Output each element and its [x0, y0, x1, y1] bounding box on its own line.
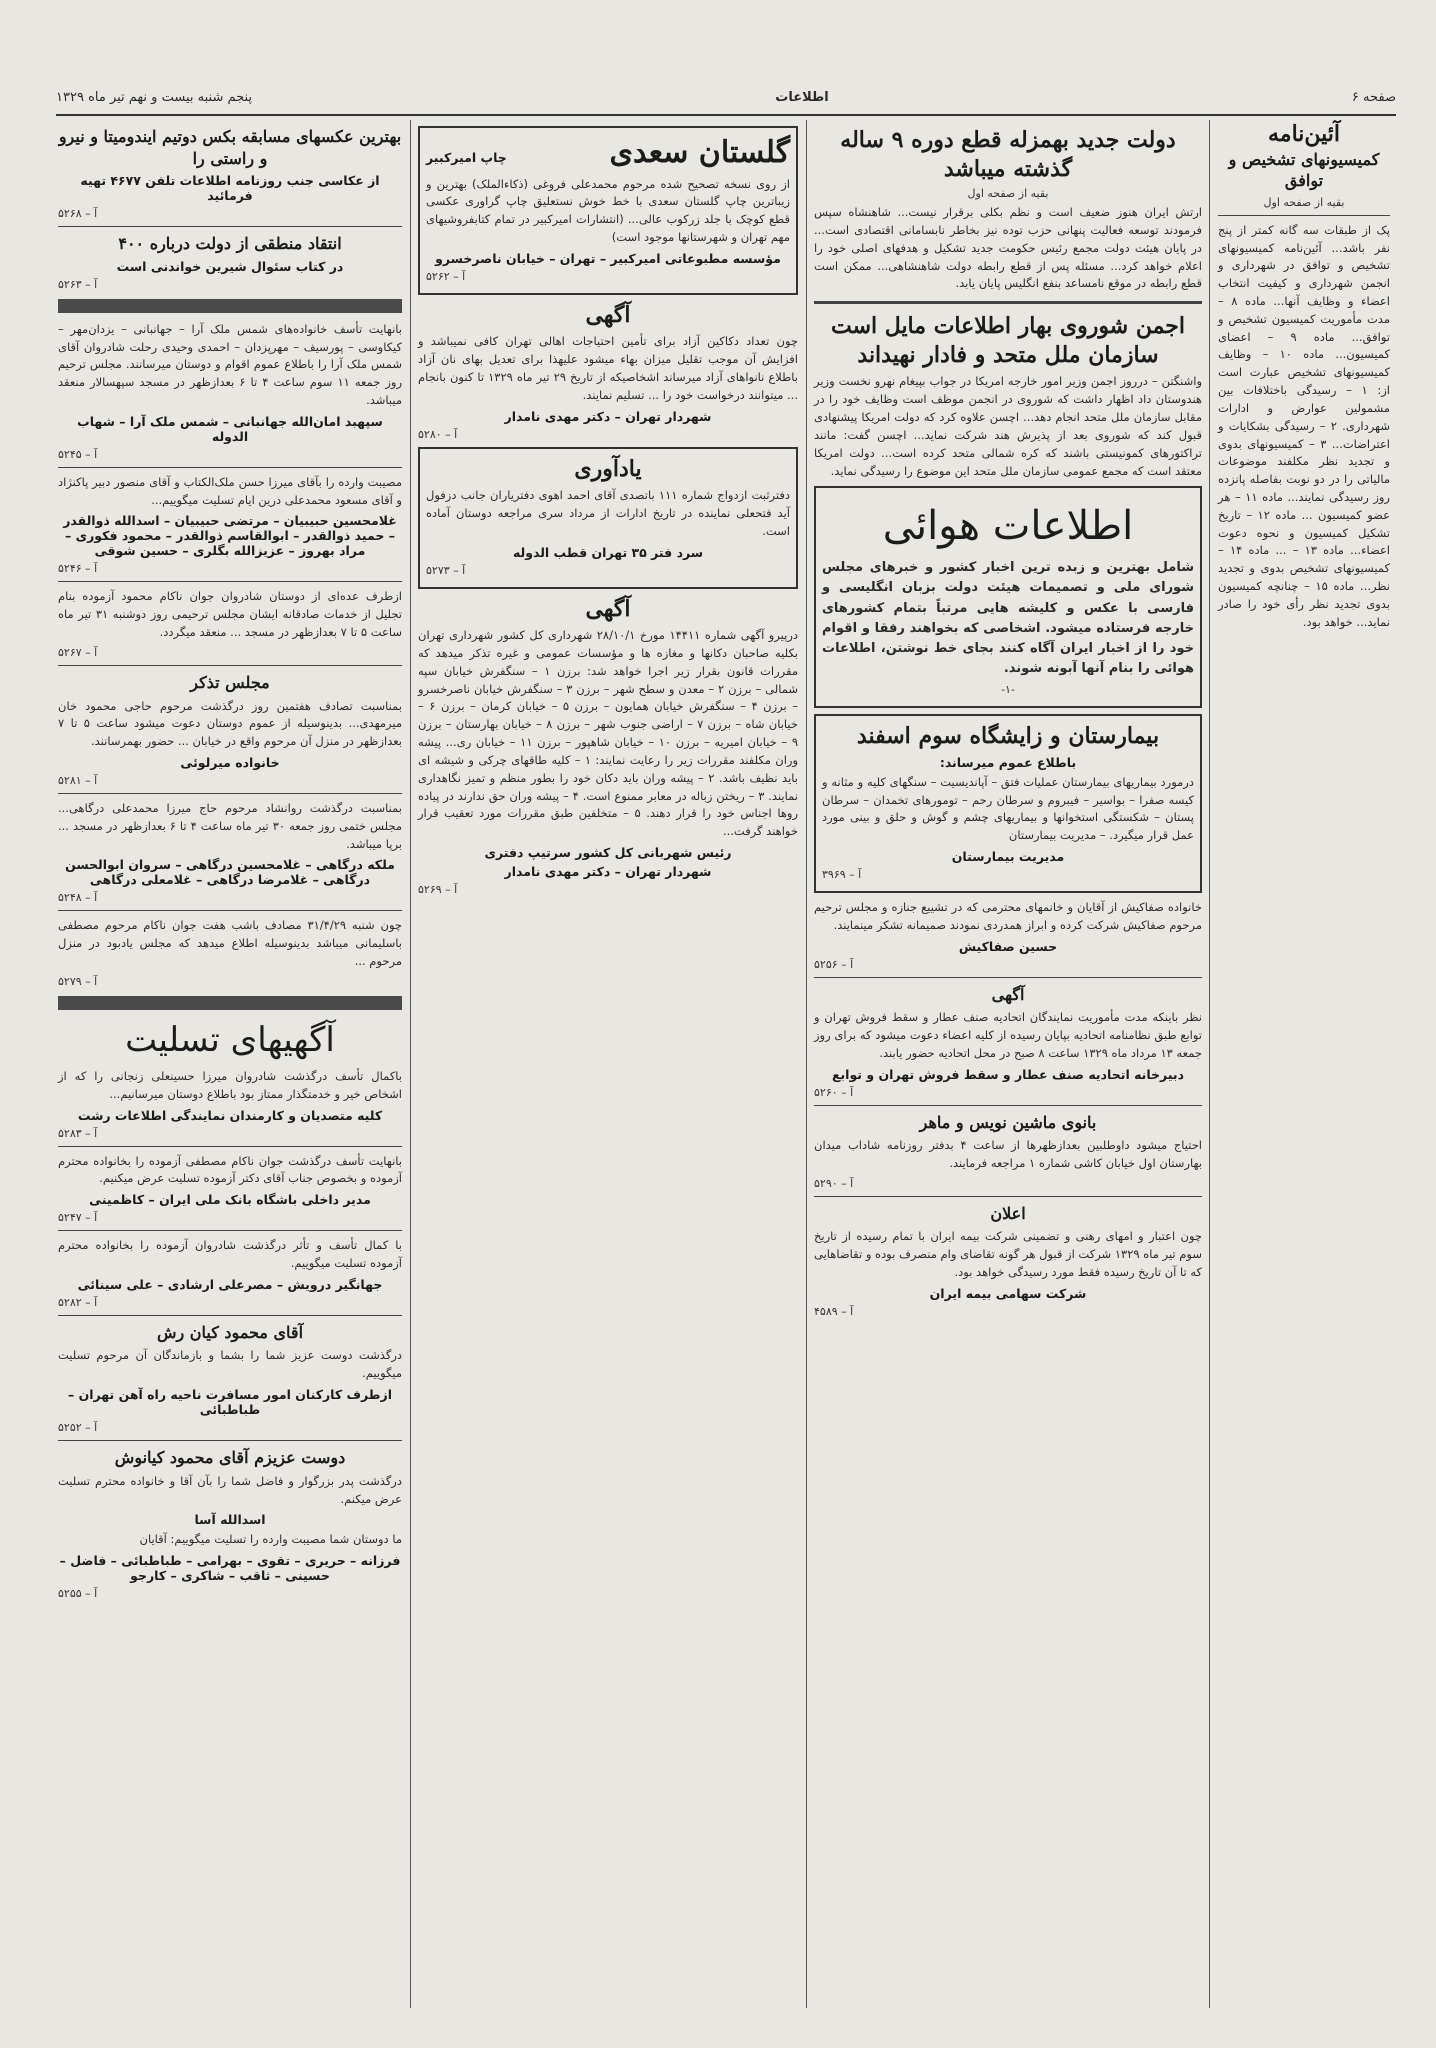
ad-municipality	[418, 595, 798, 896]
notice-code: آ – ۵۲۵۵	[58, 1587, 98, 1601]
black-band	[58, 996, 402, 1010]
divider	[58, 1230, 402, 1231]
ad-golestan	[418, 126, 798, 295]
black-band	[58, 299, 402, 313]
article-title: دولت جدید بهمزله قطع دوره ۹ ساله گذشته میباشد	[840, 127, 1176, 182]
ad-title: اعلان	[990, 1203, 1026, 1223]
notice-signature: سپهبد امان‌الله جهانبانی – شمس ملک آرا – شهاب الدوله	[77, 413, 383, 444]
notice-signature: خانواده میرلوئی	[180, 754, 280, 770]
notice-signature-2: فرزانه – حریری – تقوی – بهرامی – طباطبائی – فاضل – حسینی – ثاقب – شاکری – کارجو	[59, 1553, 401, 1584]
notice-body: درگذشت دوست عزیز شما را بشما و بازماندگان آن مرحوم تسلیت میگوییم.	[58, 1348, 402, 1381]
ad-code: آ – ۵۲۸۰	[418, 427, 458, 441]
ad-code: آ – ۵۲۶۲	[426, 269, 466, 283]
notice-body: بمناسبت تصادف هفتمین روز درگذشت مرحوم حاجی محمود خان میرمهدی... بدینوسیله از عموم دوستان دعوت میشود ساعت ۵ تا ۷ بعدازظهر در منزل آن مرحوم واقع در خیابان ... حضور بهمرسانند.	[58, 698, 403, 749]
ad-signature: دبیرخانه اتحادیه صنف عطار و سقط فروش تهران و توابع	[831, 1066, 1185, 1082]
ad-body: از عکاسی جنب روزنامه اطلاعات تلفن ۴۶۷۷ تهیه فرمائید	[80, 173, 380, 204]
ad-body: درمورد بیماریهای بیمارستان عملیات فتق – آپاندیسیت – سنگهای کلیه و مثانه و کیسه صفرا – بواسیر – فیبروم و سرطان رحم – تومورهای تخمدان – سرطان پستان – شکستگی استخوانها و بیماریهای چشم و گوش و حلق و بینی مورد عمل قرار میگیرد. – مدیریت بیمارستان	[822, 774, 1194, 843]
article-body: ارتش ایران هنوز ضعیف است و نظم بکلی برقرار نیست... شاهنشاه سپس فرمودند توسعه فعالیت پنهانی حزب توده نیز بخاطر نابسامانی اقتصادی است... در پایان هیئت دولت مجمع رئیس حکومت جدید تشکیل و هدفهای اصلی خود را اعلام خواهد کرد... مسئله پس از قطع رابطه دولت شاهنشاهی... ممکن است قطع رابطه در موقع نامساعد بنفع انگلیس پایان یابد.	[814, 205, 1202, 291]
ad-signature: مؤسسه مطبوعاتی امیرکبیر – تهران – خیابان ناصرخسرو	[435, 250, 781, 266]
ad-code: آ – ۵۲۶۹	[418, 882, 458, 896]
divider	[814, 1105, 1202, 1106]
ad-body: نظر باینکه مدت مأموریت نمایندگان اتحادیه صنف عطار و سقط فروش تهران و توابع طبق نظامنامه اتحادیه بپایان رسیده از کلیه اعضاء دعوت میشود که برای روز جمعه ۱۳ مرداد ماه ۱۳۲۹ ساعت ۸ صبح در محل اتحادیه حضور یابند.	[814, 1010, 1202, 1060]
ad-body: از روی نسخه تصحیح شده مرحوم محمدعلی فروغی (ذکاءالملک) بهترین و زیباترین چاپ گلستان سعدی با خط خوش نستعلیق چاپ گراوری عکسی قطع کوچک با جلد زرکوب عالی... (انتشارات امیرکبیر در تمام کتابفروشیهای مهم تهران و شهرستانها موجود است)	[426, 176, 790, 244]
ad-title: آگهی	[585, 301, 631, 328]
notice-signature: ملکه درگاهی – غلامحسین درگاهی – سروان ابوالحسن درگاهی – غلامرضا درگاهی – غلامعلی درگاهی	[65, 857, 395, 888]
notice-body-2: ما دوستان شما مصیبت وارده را تسلیت میگوییم: آقایان	[139, 1532, 402, 1547]
notice-body: با کمال تأسف و تأثر درگذشت شادروان آزموده را بخانواده محترم آزموده تسلیت میگوییم.	[58, 1238, 402, 1271]
ad-thanks	[814, 899, 1202, 971]
ad-header	[426, 134, 790, 172]
notice-body: بمناسبت درگذشت روانشاد مرحوم حاج میرزا محمدعلی درگاهی... مجلس ختمی روز جمعه ۳۰ تیر ماه ساعت ۴ تا ۶ بعدازظهر در مسجد ... برپا میباشد.	[58, 800, 403, 851]
ad-body: احتیاج میشود داوطلبین بعدازظهرها از ساعت ۴ بدفتر روزنامه شاداب میدان بهارستان اول خیابان کاشی شماره ۱ مراجعه فرمایند.	[814, 1138, 1202, 1171]
section-condolences	[58, 1018, 402, 1309]
notice-body: مصیبت وارده را بآقای میرزا حسن ملک‌الکتاب و آقای منصور دبیر پاکنژاد و آقای مسعود محمدعلی درین ایام تسلیت میگوییم...	[58, 474, 402, 507]
divider	[58, 1440, 402, 1441]
ad-bakeries	[418, 301, 798, 441]
section-title: آگهیهای تسلیت	[125, 1019, 335, 1060]
ad-title: آگهی	[991, 984, 1025, 1004]
divider	[58, 1146, 402, 1147]
divider	[814, 1196, 1202, 1197]
ad-title: اطلاعات هوائی	[882, 503, 1134, 550]
ad-tag: چاپ امیرکبیر	[426, 150, 507, 165]
article-un	[814, 312, 1202, 480]
divider	[58, 910, 402, 911]
notice-title: مجلس تذکر	[190, 672, 270, 692]
notice-signature: غلامحسین حبیبیان – مرتضی حبیبیان – اسدالله ذوالقدر – حمید ذوالقدر – ابوالقاسم ذوالقدر – محمود فکوری – مراد بهروز – عزیزالله بگلری – حسین شوقی	[63, 513, 397, 559]
notice-signature: جهانگیر درویش – مصرعلی ارشادی – علی سینائی	[77, 1276, 383, 1292]
column-regulation	[1212, 120, 1396, 2008]
ad-title: آگهی	[585, 595, 631, 622]
notice-body: بانهایت تأسف درگذشت جوان ناکام مصطفی آزموده را بخانواده محترم آزموده و بخصوص جناب آقای دکتر آزموده تسلیت عرض میکنیم.	[58, 1153, 402, 1186]
ad-signature: مدیریت بیمارستان	[951, 849, 1065, 864]
ad-typist	[814, 1112, 1202, 1190]
ad-union	[814, 984, 1202, 1099]
notice-code: آ – ۵۲۴۶	[58, 562, 98, 576]
ad-code: آ – ۵۲۷۳	[426, 563, 466, 577]
ad-code: آ – ۵۲۵۶	[814, 957, 854, 971]
ad-code: آ – ۵۲۶۳	[58, 277, 98, 291]
notice-dargahi	[58, 800, 402, 904]
notice-body: چون شنبه ۳۱/۴/۲۹ مصادف باشب هفت جوان ناکام مرحوم مصطفی باسلیمانی میباشد بدینوسیله اطلاع میدهد که مجلس یادبود در منزل مرحوم ...	[58, 918, 402, 968]
divider	[1218, 215, 1390, 216]
column-divider	[410, 120, 411, 2008]
ad-title: بانوی ماشین نویس و ماهر	[919, 1112, 1097, 1132]
ad-code: آ – ۵۲۶۸	[58, 207, 98, 221]
regulation-title: آئین‌نامه	[1267, 121, 1341, 147]
notice-code: آ – ۵۲۵۲	[58, 1421, 98, 1435]
ad-code: آ – ۵۲۶۰	[814, 1085, 854, 1099]
divider	[58, 581, 402, 582]
notice-code: آ – ۵۲۸۳	[58, 1126, 98, 1140]
ad-code: -۱-	[1001, 683, 1015, 697]
column-news	[808, 120, 1208, 2008]
notice-code: آ – ۵۲۴۵	[58, 447, 98, 461]
ad-body: شامل بهترین و زبده ترین اخبار کشور و خبرهای مجلس شورای ملی و تصمیمات هیئت دولت بزبان انگلیسی و فارسی با عکس و کلیشه هایی مرتباً بتمام کشورهای خارجه فرستاده میشود. اشخاصی که بخواهند رفقا و اقوام خود را از اخبار ایران آگاه کنند بجای خط نوشتن، اطلاعات هوائی را بنام آنها آبونه شوند.	[822, 560, 1194, 677]
divider	[814, 977, 1202, 978]
ad-book	[58, 233, 402, 291]
notice-code: آ – ۵۲۴۸	[58, 891, 98, 905]
notice-code: آ – ۵۲۷۹	[58, 974, 98, 988]
ad-title: گلستان سعدی	[609, 135, 790, 170]
ad-signature: رئیس شهربانی کل کشور سرتیپ دفتری	[484, 844, 732, 860]
ad-signature: شهردار تهران – دکتر مهدی نامدار	[504, 408, 712, 424]
ad-code: آ – ۵۲۹۰	[814, 1176, 854, 1190]
ad-insurance	[814, 1203, 1202, 1318]
ad-boxing-photos	[58, 126, 402, 220]
page-number: صفحه ۶	[1351, 89, 1396, 105]
ad-signature: حسین صفاکیش	[958, 938, 1058, 954]
divider	[58, 226, 402, 227]
ad-reminder	[418, 447, 798, 589]
notice-condolence-2	[58, 474, 402, 576]
notice-code: آ – ۵۲۶۷	[58, 645, 98, 659]
notice-code: آ – ۵۲۸۱	[58, 773, 98, 787]
ad-title: یادآوری	[574, 455, 642, 482]
ad-signature-2: شهردار تهران – دکتر مهدی نامدار	[504, 863, 712, 879]
ad-code: آ – ۴۵۸۹	[814, 1304, 854, 1318]
divider	[58, 467, 402, 468]
divider	[58, 665, 402, 666]
ad-signature: سرد فتر ۳۵ تهران قطب الدوله	[512, 544, 704, 560]
notice-signature: اسدالله آسا	[194, 1512, 266, 1528]
notice-body: بانهایت تأسف خانواده‌های شمس ملک آرا – جهانبانی – یزدان‌مهر – کیکاوسی – پورسیف – مهرپزدان – احمدی وحیدی رحلت شادروان آقای شمس ملک آرا را باطلاع عموم اقوام و دوستان میرسانند. مجلس ترحیم روز جمعه ۱۱ سوم ساعت ۴ تا ۶ بعدازظهر در مسجد سپهسالار منعقد میباشد.	[58, 321, 402, 408]
ad-body: درپیرو آگهی شماره ۱۴۴۱۱ مورخ ۲۸/۱۰/۱ شهرداری کل کشور شهرداری تهران بکلیه صاحبان دکانها و مغازه ها و مؤسسات عمومی و غیره تذکر میدهد که مقررات قانون بقرار زیر اجرا خواهد شد: برزن ۱ – سنگفرش خیابان سپه شمالی – برزن ۲ – معدن و سطح شهر – برزن ۳ – سنگفرش خیابان ناصرخسرو – برزن ۴ – سنگفرش خیابان همایون – برزن ۵ – خیابان کرمان – برزن ۶ – خیابان شاه – برزن ۷ – اراضی جنوب شهر – برزن ۸ – خیابان بهارستان – برزن ۹ – خیابان امیریه – برزن ۱۰ – خیابان شاهپور – برزن ۱۱ – خیابان ری... پیشه وران مکلفند مقررات زیر را رعایت نمایند: ۱ – کلیه طاقهای چرکی و شیشه ای باید نظیف باشد. ۲ – پیشه وران باید دکان خود را بطور منظم و تمیز نگاهداری نمایند. ۳ – ریختن زباله در معابر ممنوع است. ۴ – پیشه وران حق ندارند در پیاده روها اجناس خود را قرار دهند. ۵ – متخلفین طبق مقررات مورد تعقیب قرار خواهند گرفت...	[418, 628, 799, 839]
notice-signature: ازطرف کارکنان امور مسافرت ناحیه راه آهن تهران – طباطبائی	[67, 1387, 393, 1418]
article-government	[814, 126, 1202, 293]
ad-body: در کتاب سئوال شیرین خواندنی است	[116, 258, 344, 274]
ad-air-edition	[814, 486, 1202, 708]
column-divider	[1209, 120, 1210, 2008]
notice-title: دوست عزیزم آقای محمود کیانوش	[114, 1448, 346, 1468]
notice-body: ازطرف عده‌ای از دوستان شادروان جوان ناکام محمود آزموده بنام تجلیل از خدمات صادقانه ایشان مجلس ترحیمی روز دوشنبه ۳۱ تیر ماه ساعت ۵ تا ۷ بعدازظهر در مسجد ... منعقد میگردد.	[58, 589, 402, 640]
divider	[814, 301, 1202, 304]
ad-signature: شرکت سهامی بیمه ایران	[929, 1285, 1087, 1301]
notice-code: آ – ۵۲۴۷	[58, 1211, 98, 1225]
ad-subtitle: باطلاع عموم میرساند:	[939, 754, 1077, 770]
ad-hospital	[814, 714, 1202, 893]
notice-young-man	[58, 917, 402, 987]
notice-kianoush	[58, 1447, 402, 1600]
ad-body: خانواده صفاکیش از آقایان و خانمهای محترمی که در تشییع جنازه و مجلس ترحیم مرحوم صفاکیش شرکت کرده و ابراز همدردی نمودند صمیمانه تشکر مینمایند.	[814, 900, 1202, 932]
date-line: پنجم شنبه بیست و نهم تیر ماه ۱۳۲۹	[56, 89, 253, 105]
continued-note: بقیه از صفحه اول	[967, 187, 1049, 201]
notice-code: آ – ۵۲۸۲	[58, 1295, 98, 1309]
masthead	[56, 82, 1396, 112]
notice-body: باکمال تأسف درگذشت شادروان میرزا حسینعلی زنجانی را که از اشخاص خیر و خدمتگذار ممتاز بود باطلاع دوستان میرسانیم...	[58, 1069, 402, 1101]
article-title: اجمن شوروی بهار اطلاعات مایل است سازمان ملل متحد و فادار نهیداند	[830, 313, 1186, 368]
divider	[58, 1315, 402, 1316]
ad-body: دفترثبت ازدواج شماره ۱۱۱ باتصدی آقای احمد اهوی دفتریاران جانب دزفول آید فتحعلی نماینده در تاریخ ادارات از مرداد سری مراجعه دوستان آماده است.	[426, 488, 790, 538]
notice-title: آقای محمود کیان رش	[156, 1322, 304, 1342]
paper-name: اطلاعات	[775, 89, 829, 105]
ad-body: چون تعداد دکاکین آزاد برای تأمین احتیاجات اهالی تهران کافی نمیباشد و افزایش آن موجب تقلیل میزان بهاء میشود علیهذا برای تعدیل بهای نان آزاد باطلاع نانواهای آزاد میرساند اشخاصیکه از تاریخ ۲۹ تیر ماه ۱۳۲۹ تا کنون بانجام ... میتوانند درخواست خود را ... تسلیم نمایند.	[418, 334, 798, 402]
ad-body: چون اعتبار و امهای رهنی و تضمینی شرکت بیمه ایران با تمام رسیده از تاریخ سوم تیر ماه ۱۳۲۹ شرکت از قبول هر گونه تقاضای وام منصرف بوده و تقاضاهایی که تا آن تاریخ رسیده فقط مورد رسیدگی خواهد بود.	[814, 1229, 1202, 1280]
top-rule	[56, 114, 1396, 116]
column-notices	[412, 120, 804, 2008]
ad-title: بهترین عکسهای مسابقه بکس دوتیم ایندومیتا و نیرو و راستی را	[58, 127, 402, 168]
ad-title: بیمارستان و زایشگاه سوم اسفند	[856, 723, 1160, 750]
column-ads	[52, 120, 408, 2008]
notice-signature: کلیه متصدیان و کارمندان نمایندگی اطلاعات رشت	[77, 1107, 383, 1123]
column-divider	[806, 120, 807, 2008]
divider	[58, 793, 402, 794]
regulation-subtitle: کمیسیونهای تشخیص و توافق	[1228, 149, 1380, 191]
regulation-body: پک از طبقات سه گانه کمتر از پنج نفر باشد... آئین‌نامه کمیسیونهای تشخیص و توافق در شهرداری و انجمن شهرداری و کیفیت انتخاب اعضاء و وظایف آنها... ماده ۸ – مدت مأموریت کمیسیون تشخیص و توافق... ماده ۹ – اعضای کمیسیون... ماده ۱۰ – وظایف کمیسیونهای تشخیص عبارت است از: ۱ – رسیدگی باختلافات بین مشمولین عوارض و ادارات شهرداری. ۲ – رسیدگی بشکایات و اعتراضات... ۳ – کمیسیونهای بدوی و تجدید نظر مکلفند موضوعات مالیاتی را در دو نوبت بفاصله پانزده روز رسیدگی نمایند... ماده ۱۱ – هر عضو کمیسیون ... ماده ۱۲ – تاریخ تشکیل کمیسیون و نحوه دعوت اعضاء... ماده ۱۳ – ... ماده ۱۴ – کمیسیونهای تشخیص بدوی و تجدید نظر... ماده ۱۵ – چنانچه کمیسیون بدوی تجدید نظر رأی خود را صادر نماید... خواهد بود.	[1218, 222, 1391, 629]
ad-title: انتقاد منطقی از دولت درباره ۴۰۰	[118, 234, 342, 254]
notice-memorial	[58, 588, 402, 658]
notice-body: درگذشت پدر بزرگوار و فاضل شما را بآن آقا و خانواده محترم تسلیت عرض میکنم.	[58, 1473, 402, 1506]
notice-kianrash	[58, 1322, 402, 1434]
notice-condolence-1	[58, 321, 402, 461]
notice-signature: مدیر داخلی باشگاه بانک ملی ایران – کاظمینی	[89, 1192, 371, 1208]
ad-code: آ – ۳۹۶۹	[822, 868, 862, 881]
continued-note: بقیه از صفحه اول	[1263, 195, 1345, 209]
notice-remembrance	[58, 672, 402, 787]
article-body: واشنگتن – درروز اجمن وزیر امور خارجه امریکا در جواب بپیغام نهرو نخست وزیر هندوستان داد اظهار داشت که شوروی در انجمن موظف است وظایف خود را در مقابل سازمان ملل متحد انجام دهد... اچسن علاوه کرد که دولت امریکا پیشنهادی قبول کند که شوروی بعد از پذیرش هند شرکت نماید... اچسن گفت: مانند تراکتورهای کمونیستی باشند که کره شمالی متحد کرده است... دولت امریکا معتقد است که مجمع عمومی سازمان ملل متحد این موضوع را رسیدگی نماید.	[814, 374, 1202, 478]
